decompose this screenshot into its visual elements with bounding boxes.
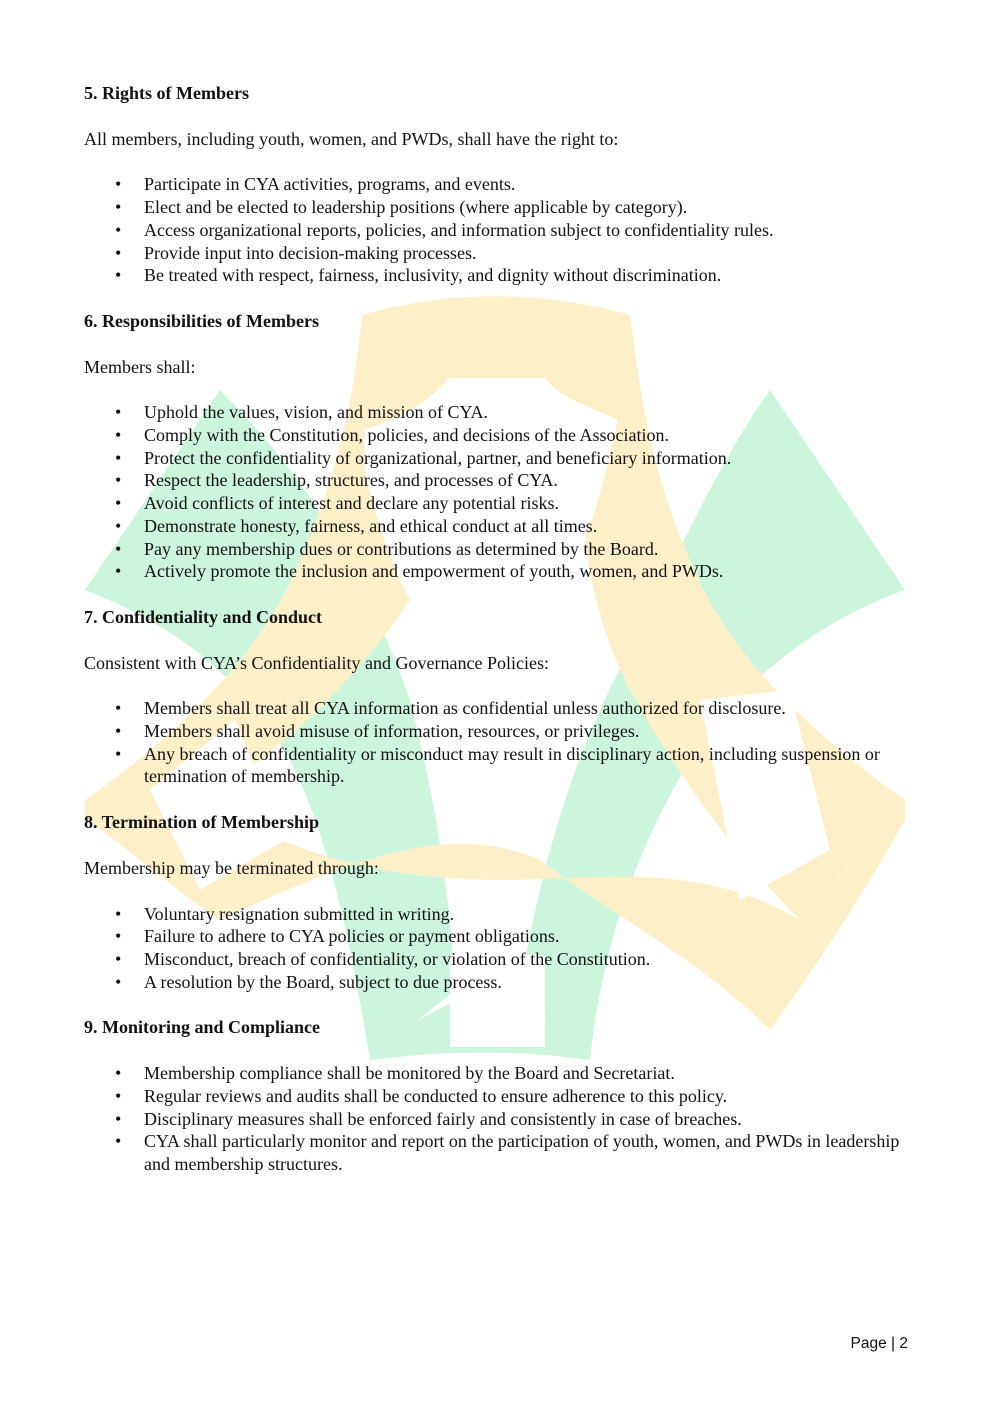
- section-heading: 9. Monitoring and Compliance: [84, 1017, 321, 1038]
- bullet-icon: •: [115, 1131, 122, 1152]
- list-item-text: Participate in CYA activities, programs, and events.: [144, 174, 516, 195]
- list-item: [84, 401, 910, 424]
- list-item-text: Comply with the Constitution, policies, and decisions of the Association.: [144, 425, 669, 446]
- list-item-text: Pay any membership dues or contributions as determined by the Board.: [144, 538, 659, 559]
- list-item-text: Actively promote the inclusion and empowerment of youth, women, and PWDs.: [144, 561, 724, 582]
- bullet-list: [84, 173, 910, 287]
- list-item: [84, 492, 910, 515]
- list-item-text: Members shall treat all CYA information as confidential unless authorized for disclosure.: [144, 698, 786, 719]
- bullet-icon: •: [115, 425, 122, 446]
- section-heading: 8. Termination of Membership: [84, 812, 320, 833]
- bullet-icon: •: [115, 721, 122, 742]
- bullet-icon: •: [115, 1063, 122, 1084]
- bullet-icon: •: [115, 1108, 122, 1129]
- list-item-text: Provide input into decision-making processes.: [144, 242, 477, 263]
- list-item: [84, 948, 910, 971]
- section-termination-of-membership: [84, 811, 910, 993]
- bullet-icon: •: [115, 265, 122, 286]
- list-item: [84, 743, 910, 788]
- section-monitoring-and-compliance: [84, 1016, 910, 1175]
- bullet-icon: •: [115, 219, 122, 240]
- list-item: [84, 971, 910, 994]
- list-item-text: Protect the confidentiality of organizational, partner, and beneficiary information.: [144, 447, 732, 468]
- bullet-icon: •: [115, 926, 122, 947]
- list-item: [84, 219, 910, 242]
- bullet-icon: •: [115, 493, 122, 514]
- bullet-icon: •: [115, 948, 122, 969]
- list-item-text: Regular reviews and audits shall be conducted to ensure adherence to this policy.: [144, 1085, 728, 1106]
- bullet-icon: •: [115, 242, 122, 263]
- document-body: [84, 82, 910, 1176]
- list-item-text: Avoid conflicts of interest and declare any potential risks.: [144, 493, 560, 514]
- list-item: [84, 1085, 910, 1108]
- list-item: [84, 1108, 910, 1131]
- list-item-text: Respect the leadership, structures, and processes of CYA.: [144, 470, 558, 491]
- list-item: [84, 697, 910, 720]
- list-item-text: Failure to adhere to CYA policies or payment obligations.: [144, 926, 560, 947]
- list-item-text: Members shall avoid misuse of information, resources, or privileges.: [144, 721, 640, 742]
- list-item-text: A resolution by the Board, subject to due process.: [144, 971, 502, 992]
- bullet-icon: •: [115, 561, 122, 582]
- list-item: [84, 538, 910, 561]
- section-heading: 7. Confidentiality and Conduct: [84, 606, 323, 627]
- list-item-text: Disciplinary measures shall be enforced fairly and consistently in case of breaches.: [144, 1108, 742, 1129]
- list-item: [84, 469, 910, 492]
- section-responsibilities-of-members: [84, 310, 910, 583]
- bullet-icon: •: [115, 197, 122, 218]
- bullet-list: [84, 697, 910, 788]
- list-item: [84, 424, 910, 447]
- bullet-icon: •: [115, 447, 122, 468]
- section-heading: 6. Responsibilities of Members: [84, 310, 319, 331]
- list-item: [84, 447, 910, 470]
- section-heading: 5. Rights of Members: [84, 83, 249, 103]
- list-item-text: Any breach of confidentiality or misconduct may result in disciplinary action, including suspension or termination of membership.: [144, 743, 880, 787]
- bullet-icon: •: [115, 470, 122, 491]
- bullet-icon: •: [115, 515, 122, 536]
- list-item-text: CYA shall particularly monitor and report on the participation of youth, women, and PWDs in leadership and membership structures.: [144, 1131, 900, 1174]
- bullet-icon: •: [115, 971, 122, 992]
- bullet-list: [84, 1062, 910, 1176]
- list-item-text: Access organizational reports, policies, and information subject to confidentiality rules.: [144, 219, 774, 240]
- list-item: [84, 720, 910, 743]
- section-intro: Members shall:: [84, 356, 196, 377]
- list-item: [84, 903, 910, 926]
- bullet-icon: •: [115, 903, 122, 924]
- bullet-icon: •: [115, 743, 122, 764]
- list-item-text: Be treated with respect, fairness, inclusivity, and dignity without discrimination.: [144, 265, 722, 286]
- list-item: [84, 925, 910, 948]
- section-rights-of-members: [84, 82, 910, 287]
- list-item: [84, 264, 910, 287]
- list-item: [84, 242, 910, 265]
- list-item-text: Voluntary resignation submitted in writing.: [144, 903, 455, 924]
- bullet-icon: •: [115, 402, 122, 423]
- bullet-icon: •: [115, 174, 122, 195]
- bullet-icon: •: [115, 698, 122, 719]
- section-intro: Consistent with CYA’s Confidentiality and Governance Policies:: [84, 652, 549, 673]
- list-item-text: Membership compliance shall be monitored by the Board and Secretariat.: [144, 1063, 675, 1084]
- section-confidentiality-and-conduct: [84, 606, 910, 788]
- bullet-icon: •: [115, 1085, 122, 1106]
- list-item: [84, 560, 910, 583]
- list-item: [84, 1130, 910, 1175]
- page-number: Page | 2: [850, 1335, 908, 1352]
- bullet-list: [84, 903, 910, 994]
- list-item-text: Demonstrate honesty, fairness, and ethical conduct at all times.: [144, 515, 598, 536]
- list-item: [84, 173, 910, 196]
- list-item-text: Misconduct, breach of confidentiality, or violation of the Constitution.: [144, 948, 651, 969]
- list-item: [84, 1062, 910, 1085]
- list-item: [84, 515, 910, 538]
- list-item-text: Uphold the values, vision, and mission of CYA.: [144, 402, 488, 423]
- bullet-list: [84, 401, 910, 583]
- section-intro: All members, including youth, women, and PWDs, shall have the right to:: [84, 128, 619, 149]
- section-intro: Membership may be terminated through:: [84, 857, 379, 878]
- bullet-icon: •: [115, 538, 122, 559]
- list-item-text: Elect and be elected to leadership positions (where applicable by category).: [144, 197, 688, 218]
- list-item: [84, 196, 910, 219]
